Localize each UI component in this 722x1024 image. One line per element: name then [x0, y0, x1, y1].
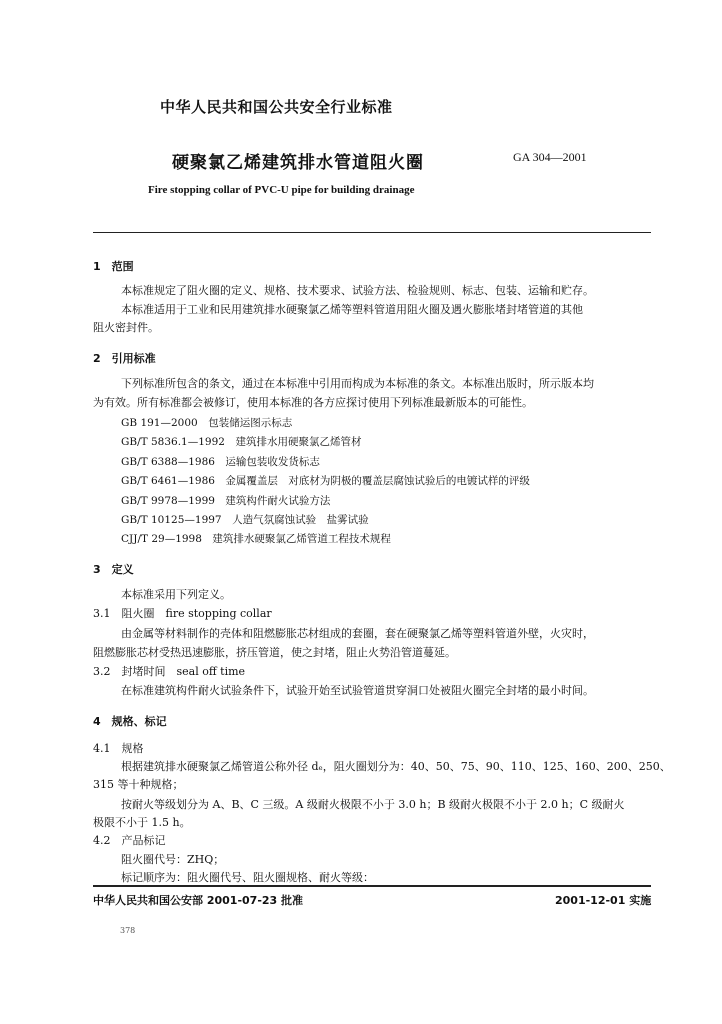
section-2-heading: 2 引用标准	[93, 352, 156, 365]
section-1-text: 阻火密封件。	[93, 321, 159, 334]
top-divider	[93, 232, 651, 233]
subsection-text: 阻火圈代号：ZHQ；	[121, 853, 225, 866]
english-title: Fire stopping collar of PVC-U pipe for building drainage	[148, 184, 415, 196]
section-3-heading: 3 定义	[93, 563, 134, 576]
section-1-heading: 1 范围	[93, 260, 134, 273]
definition-heading: 3.2 封堵时间 seal off time	[93, 665, 246, 678]
footer-divider	[93, 885, 651, 887]
definition-text: 在标准建筑构件耐火试验条件下，试验开始至试验管道贯穿洞口处被阻火圈完全封堵的最小时间。	[121, 684, 594, 697]
doc-title: 硬聚氯乙烯建筑排水管道阻火圈	[172, 153, 424, 173]
doc-code: GA 304—2001	[513, 150, 587, 164]
section-2-text: 下列标准所包含的条文，通过在本标准中引用而构成为本标准的条文。本标准出版时，所示版本均	[121, 377, 594, 390]
reference-item: GB/T 6388—1986 运输包装收发货标志	[121, 456, 320, 468]
subsection-text: 标记顺序为：阻火圈代号、阻火圈规格、耐火等级：	[121, 871, 374, 884]
definition-heading: 3.1 阻火圈 fire stopping collar	[93, 607, 272, 620]
section-1-text: 本标准适用于工业和民用建筑排水硬聚氯乙烯等塑料管道用阻火圈及遇火膨胀堵封堵管道的其他	[121, 303, 583, 316]
subsection-heading: 4.1 规格	[93, 742, 144, 755]
section-3-text: 本标准采用下列定义。	[121, 588, 231, 601]
subsection-text: 极限不小于 1.5 h。	[93, 816, 191, 829]
approval-line: 中华人民共和国公安部 2001-07-23 批准	[93, 894, 304, 907]
org-title: 中华人民共和国公共安全行业标准	[160, 98, 393, 116]
subsection-heading: 4.2 产品标记	[93, 834, 166, 847]
section-2-text: 为有效。所有标准都会被修订，使用本标准的各方应探讨使用下列标准最新版本的可能性。	[93, 396, 533, 409]
definition-text: 由金属等材料制作的壳体和阻燃膨胀芯材组成的套圈，套在硬聚氯乙烯等塑料管道外壁，火灾时，	[121, 627, 594, 640]
definition-text: 阻燃膨胀芯材受热迅速膨胀，挤压管道，使之封堵，阻止火势沿管道蔓延。	[93, 646, 456, 659]
reference-item: GB/T 9978—1999 建筑构件耐火试验方法	[121, 495, 331, 507]
subsection-text: 按耐火等级划分为 A、B、C 三级。A 级耐火极限不小于 3.0 h；B 级耐火极限不小于 2.0 h；C 级耐火	[121, 798, 625, 811]
reference-item: GB/T 10125—1997 人造气氛腐蚀试验 盐雾试验	[121, 514, 369, 526]
page-number: 378	[120, 926, 136, 935]
subsection-text: 315 等十种规格；	[93, 778, 184, 791]
reference-item: CJJ/T 29—1998 建筑排水硬聚氯乙烯管道工程技术规程	[121, 533, 391, 545]
subsection-text: 根据建筑排水硬聚氯乙烯管道公称外径 dₑ，阻火圈划分为：40、50、75、90、110、125、160、200、250、	[121, 760, 671, 773]
section-4-heading: 4 规格、标记	[93, 715, 167, 728]
reference-item: GB/T 5836.1—1992 建筑排水用硬聚氯乙烯管材	[121, 436, 362, 448]
reference-item: GB 191—2000 包装储运图示标志	[121, 417, 293, 429]
effective-date: 2001-12-01 实施	[555, 894, 652, 907]
reference-item: GB/T 6461—1986 金属覆盖层 对底材为阴极的覆盖层腐蚀试验后的电镀试样的评级	[121, 475, 530, 487]
section-1-text: 本标准规定了阻火圈的定义、规格、技术要求、试验方法、检验规则、标志、包装、运输和贮存。	[121, 284, 594, 297]
